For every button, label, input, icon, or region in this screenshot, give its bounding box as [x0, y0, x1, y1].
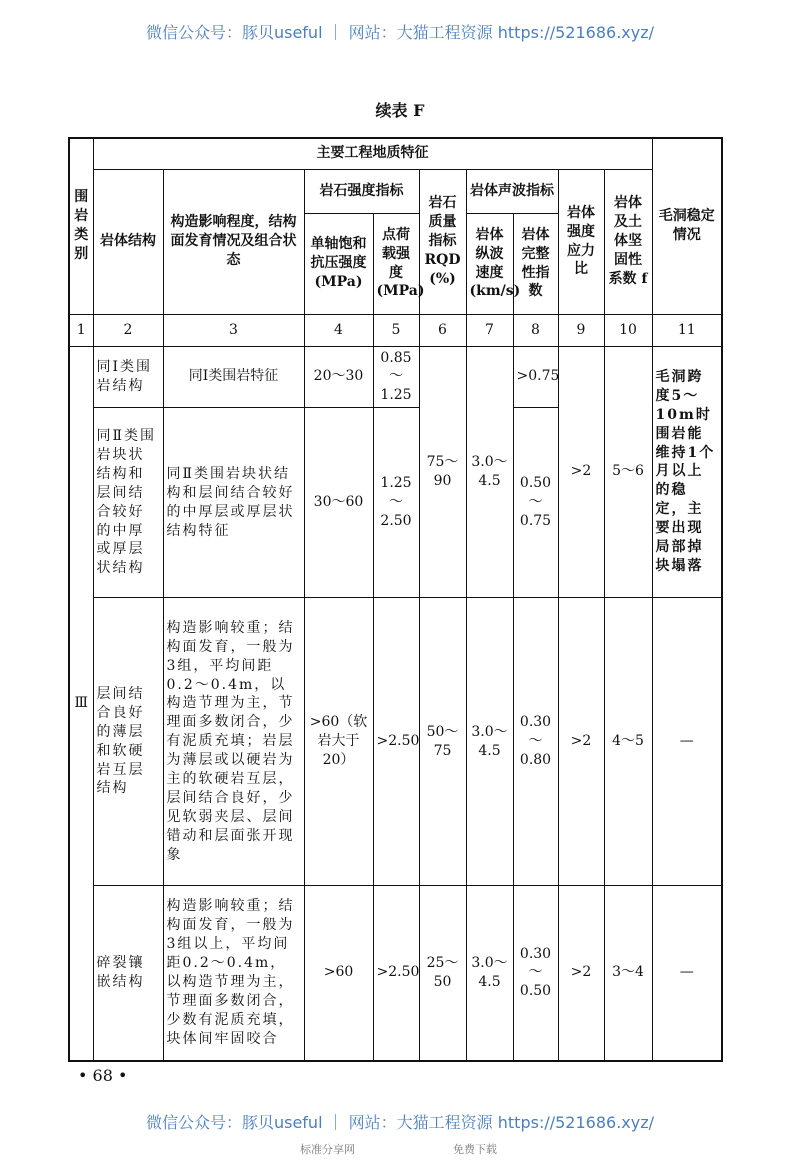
- col-number: 6: [419, 314, 466, 346]
- cell-integrity: 0.30～ 0.80: [513, 598, 558, 886]
- cell-ucs: >60: [304, 886, 373, 1061]
- cell-influence: 构造影响较重；结构面发育，一般为3组，平均间距0.2～0.4m，以构造节理为主，节理面多数闭合，少有泥质充填；岩层为薄层或以硬岩为主的软硬岩互层，层间结合良好，少见软弱夹层、层间错动和层面张开现象: [163, 598, 304, 886]
- footer-left: 标准分享网: [300, 1143, 355, 1156]
- footer-right: 免费下载: [453, 1143, 497, 1156]
- col-number: 9: [558, 314, 604, 346]
- cell-stability: —: [652, 886, 722, 1061]
- header-influence: 构造影响程度，结构面发育情况及组合状态: [163, 169, 304, 314]
- table-row: [69, 346, 722, 408]
- col-number: 2: [93, 314, 163, 346]
- cell-structure: 碎裂镶嵌结构: [93, 886, 163, 1061]
- cell-point-load: 0.85～ 1.25: [373, 346, 419, 408]
- table-row: [69, 598, 722, 886]
- header-strength-group: 岩石强度指标: [304, 169, 419, 213]
- cell-rqd: 25～ 50: [419, 886, 466, 1061]
- header-stability: 毛洞稳定情况: [652, 138, 722, 314]
- rock-classification-table: [68, 137, 723, 1062]
- col-number: 4: [304, 314, 373, 346]
- cell-stress-ratio: >2: [558, 886, 604, 1061]
- cell-point-load: >2.50: [373, 886, 419, 1061]
- table-title: 续表 F: [375, 101, 425, 120]
- cell-influence: 构造影响较重；结构面发育，一般为3组以上，平均间距0.2～0.4m，以构造节理为主，节理面多数闭合，少数有泥质充填，块体间牢固咬合: [163, 886, 304, 1061]
- header-rqd: 岩石质量指标 RQD (%): [419, 169, 466, 314]
- cell-influence: 同Ⅱ类围岩块状结构和层间结合较好的中厚层或厚层状结构特征: [163, 408, 304, 598]
- cell-stability: —: [652, 598, 722, 886]
- cell-firmness: 4～5: [604, 598, 652, 886]
- watermark-top: 微信公众号：豚贝useful ｜ 网站：大猫工程资源 https://521686.xyz/: [145, 23, 655, 42]
- header-ucs: 单轴饱和抗压强度 (MPa): [304, 213, 373, 314]
- table-row: [69, 886, 722, 1061]
- col-number: 1: [69, 314, 93, 346]
- cell-ucs: 20～30: [304, 346, 373, 408]
- header-structure: 岩体结构: [93, 169, 163, 314]
- cell-point-load: 1.25～ 2.50: [373, 408, 419, 598]
- col-number: 10: [604, 314, 652, 346]
- cell-point-load: >2.50: [373, 598, 419, 886]
- header-firmness: 岩体及土体坚固性系数 f: [604, 169, 652, 314]
- cell-stress-ratio: >2: [558, 598, 604, 886]
- column-number-row: [69, 314, 722, 346]
- cell-stability: 毛洞跨度5～10m时围岩能维持1个月以上的稳定，主要出现局部掉块塌落: [652, 346, 722, 598]
- cell-ucs: >60（软岩大于20）: [304, 598, 373, 886]
- cell-velocity: 3.0～ 4.5: [466, 886, 513, 1061]
- header-integrity: 岩体完整性指数: [513, 213, 558, 314]
- cell-rqd: 50～ 75: [419, 598, 466, 886]
- header-sonic-group: 岩体声波指标: [466, 169, 558, 213]
- col-number: 3: [163, 314, 304, 346]
- cell-integrity: 0.50～ 0.75: [513, 408, 558, 598]
- cell-structure: 层间结合良好的薄层和软硬岩互层结构: [93, 598, 163, 886]
- header-category: 围岩类别: [69, 138, 93, 314]
- col-number: 8: [513, 314, 558, 346]
- col-number: 11: [652, 314, 722, 346]
- category-value: Ⅲ: [69, 346, 93, 1061]
- cell-firmness: 3～4: [604, 886, 652, 1061]
- header-velocity: 岩体纵波速度 (km/s): [466, 213, 513, 314]
- cell-velocity: 3.0～ 4.5: [466, 346, 513, 598]
- cell-velocity: 3.0～ 4.5: [466, 598, 513, 886]
- cell-structure: 同Ⅰ类围岩结构: [93, 346, 163, 408]
- page-number: • 68 •: [78, 1066, 128, 1085]
- cell-structure: 同Ⅱ类围岩块状结构和层间结合较好的中厚或厚层状结构: [93, 408, 163, 598]
- col-number: 7: [466, 314, 513, 346]
- cell-integrity: 0.30～ 0.50: [513, 886, 558, 1061]
- header-stress-ratio: 岩体强度应力比: [558, 169, 604, 314]
- header-point-load: 点荷载强度 (MPa): [373, 213, 419, 314]
- cell-rqd: 75～ 90: [419, 346, 466, 598]
- watermark-bottom: 微信公众号：豚贝useful ｜ 网站：大猫工程资源 https://521686.xyz/: [145, 1113, 655, 1132]
- cell-integrity: >0.75: [513, 346, 558, 408]
- cell-ucs: 30～60: [304, 408, 373, 598]
- cell-influence: 同Ⅰ类围岩特征: [163, 346, 304, 408]
- col-number: 5: [373, 314, 419, 346]
- cell-firmness: 5～6: [604, 346, 652, 598]
- header-main: 主要工程地质特征: [93, 138, 652, 169]
- cell-stress-ratio: >2: [558, 346, 604, 598]
